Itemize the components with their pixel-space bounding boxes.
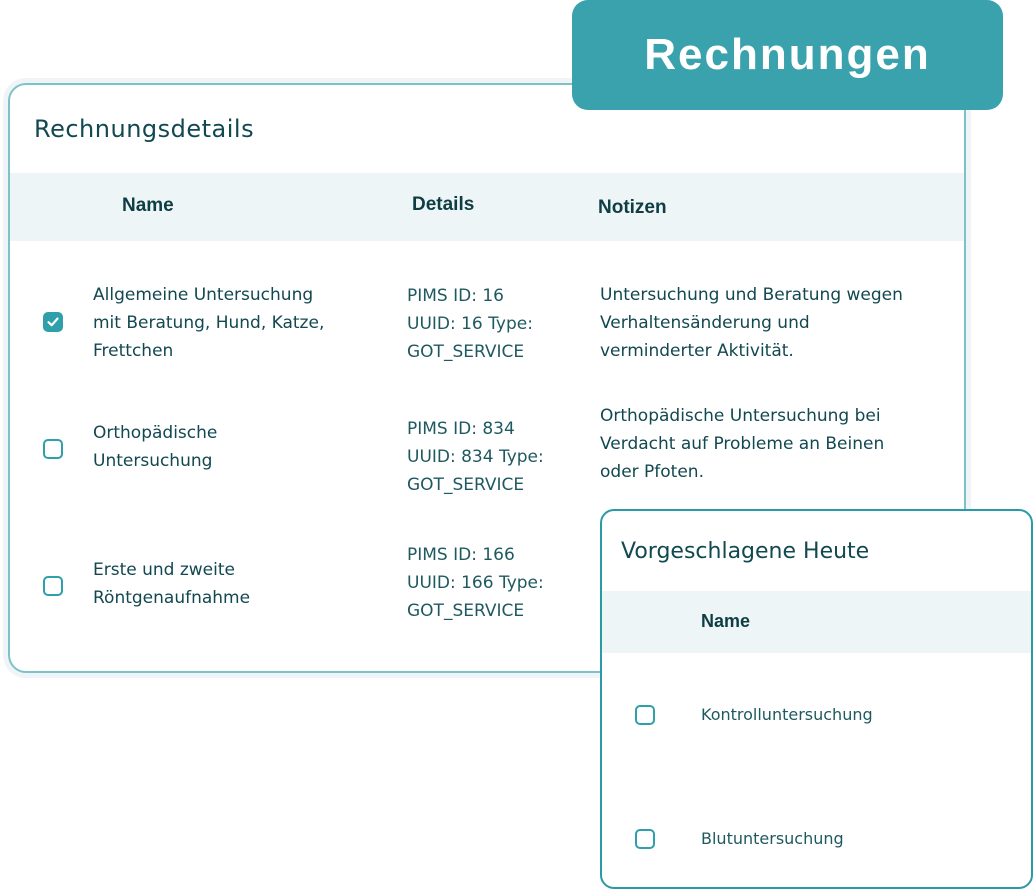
row-2-notes [600, 402, 884, 486]
row-1-notes-line: Untersuchung und Beratung wegen [600, 285, 903, 305]
row-1-details-line: PIMS ID: 16 [407, 286, 504, 306]
page-title: Rechnungen [644, 30, 931, 79]
suggested-item-1-checkbox[interactable] [635, 705, 655, 725]
row-3-details-line: GOT_SERVICE [407, 601, 525, 621]
row-3-details-line: PIMS ID: 166 [407, 545, 515, 565]
row-2-checkbox[interactable] [43, 439, 63, 459]
suggested-today-card [600, 509, 1033, 889]
row-2-name-line: Untersuchung [93, 451, 213, 471]
row-3-name-line: Röntgenaufnahme [93, 588, 251, 608]
row-3-checkbox[interactable] [43, 576, 63, 596]
suggested-item-2-label: Blutuntersuchung [701, 829, 844, 848]
column-header-notes: Notizen [598, 197, 667, 218]
row-2-details [407, 415, 544, 499]
row-1-details-line: GOT_SERVICE [407, 342, 525, 362]
row-2-name [93, 419, 217, 475]
row-3-details [407, 541, 544, 625]
row-3-details-line: UUID: 166 Type: [407, 573, 544, 593]
row-2-notes-line: oder Pfoten. [600, 462, 704, 482]
suggested-item-2-checkbox[interactable] [635, 829, 655, 849]
row-2-notes-line: Orthopädische Untersuchung bei [600, 406, 881, 426]
row-1-details [407, 282, 533, 366]
row-1-notes [600, 281, 903, 365]
suggested-column-header-name: Name [701, 611, 751, 631]
column-header-name: Name [122, 195, 174, 216]
row-2-details-line: GOT_SERVICE [407, 475, 525, 495]
row-1-notes-line: Verhaltensänderung und [600, 313, 810, 333]
suggested-today-title: Vorgeschlagene Heute [621, 539, 870, 564]
row-2-details-line: PIMS ID: 834 [407, 419, 515, 439]
row-1-details-line: UUID: 16 Type: [407, 314, 533, 334]
suggested-table-header [602, 591, 1031, 653]
column-header-details: Details [412, 194, 475, 215]
row-2-name-line: Orthopädische [93, 423, 218, 443]
page-title-badge [572, 0, 1003, 110]
row-3-name-line: Erste und zweite [93, 560, 235, 580]
row-3-name [93, 556, 250, 612]
suggested-item-1-label: Kontrolluntersuchung [701, 705, 873, 724]
row-1-name-line: Allgemeine Untersuchung [93, 285, 314, 305]
row-1-checkbox[interactable] [43, 312, 63, 332]
row-2-details-line: UUID: 834 Type: [407, 447, 544, 467]
row-1-name-line: mit Beratung, Hund, Katze, [93, 313, 325, 333]
row-1-name [93, 281, 324, 365]
checkmark-icon [46, 315, 60, 329]
row-1-notes-line: verminderter Aktivität. [600, 341, 794, 361]
row-2-notes-line: Verdacht auf Probleme an Beinen [600, 434, 885, 454]
row-1-name-line: Frettchen [93, 341, 174, 361]
invoice-details-title: Rechnungsdetails [34, 115, 255, 143]
